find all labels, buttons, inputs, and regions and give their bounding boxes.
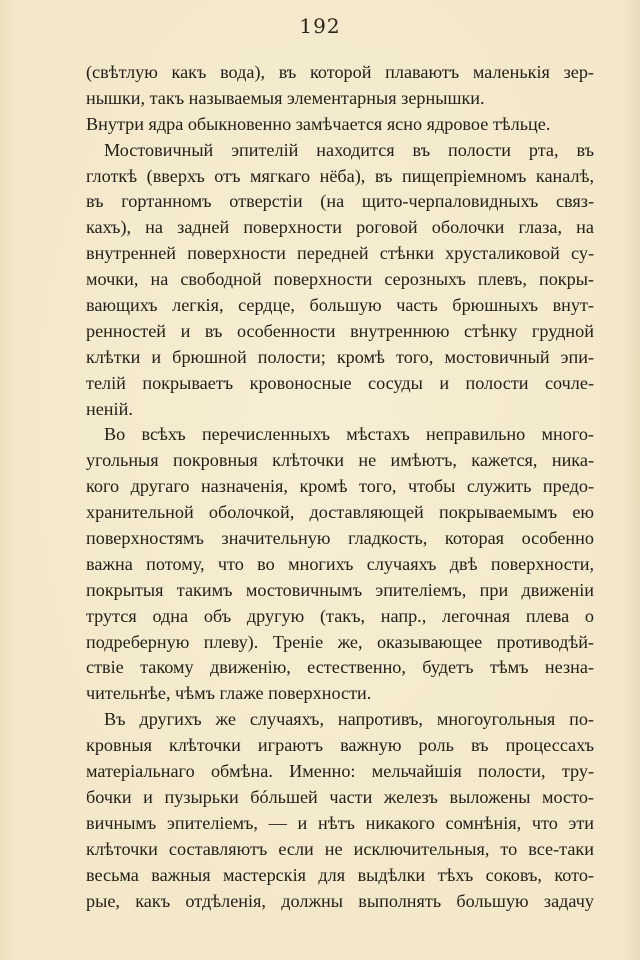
- text-line: глоткѣ (вверхъ отъ мягкаго нёба), въ пищепріемномъ каналѣ,: [86, 165, 594, 186]
- text-line: телій покрываетъ кровоносные сосуды и полости сочле-: [86, 372, 594, 393]
- text-line: хранительной оболочкой, доставляющей покрываемымъ ею: [86, 502, 594, 523]
- text-line: трутся одна объ другую (такъ, напр., легочная плева о: [86, 605, 594, 626]
- text-line: кахъ), на задней поверхности роговой оболочки глаза, на: [86, 217, 594, 238]
- text-line: чительнѣе, чѣмъ глаже поверхности.: [86, 683, 372, 704]
- text-line: важна потому, что во многихъ случаяхъ двѣ поверхности,: [86, 553, 594, 574]
- text-line: вающихъ легкія, сердце, большую часть брюшныхъ внут-: [86, 295, 594, 316]
- text-line: нышки, такъ называемыя элементарныя зернышки.: [86, 87, 485, 108]
- text-line: ствіе такому движенію, естественно, будетъ тѣмъ незна-: [86, 657, 594, 678]
- body-text: [86, 60, 594, 914]
- text-line: бочки и пузырьки бóльшей части железъ выложены мосто-: [86, 786, 594, 807]
- page-number: 192: [299, 14, 341, 38]
- text-line: клѣточки составляютъ если не исключительныя, то все-таки: [86, 838, 594, 859]
- text-line: въ гортанномъ отверстіи (на щито-черпаловидныхъ связ-: [86, 191, 594, 212]
- text-line: (свѣтлую какъ вода), въ которой плаваютъ маленькія зер-: [86, 62, 594, 82]
- text-line: мочки, на свободной поверхности серозныхъ плевъ, покры-: [86, 269, 594, 290]
- text-line: вичнымъ эпителіемъ, — и нѣтъ никакого сомнѣнія, что эти: [86, 812, 594, 833]
- text-line: покрытыя такимъ мостовичнымъ эпителіемъ, при движеніи: [86, 579, 594, 600]
- text-line: подреберную плеву). Треніе же, оказывающее противодѣй-: [86, 631, 594, 652]
- text-line: кого другаго назначенія, кромѣ того, чтобы служить предо-: [86, 476, 594, 497]
- text-line: неній.: [86, 398, 133, 419]
- text-line: ренностей и въ особенности внутреннюю стѣнку грудной: [86, 320, 594, 341]
- text-line: рые, какъ отдѣленія, должны выполнять большую задачу: [86, 890, 594, 911]
- paragraph-first-line: Въ другихъ же случаяхъ, напротивъ, многоугольныя по-: [104, 709, 594, 730]
- text-line: матеріальнаго обмѣна. Именно: мельчайшія полости, тру-: [86, 761, 594, 782]
- paragraph-first-line: Во всѣхъ перечисленныхъ мѣстахъ неправильно много-: [104, 424, 594, 445]
- text-line: кровныя клѣточки играютъ важную роль въ процессахъ: [86, 735, 594, 756]
- text-line: Внутри ядра обыкновенно замѣчается ясно ядровое тѣльце.: [86, 113, 551, 134]
- text-line: угольныя покровныя клѣточки не имѣютъ, кажется, ника-: [86, 450, 594, 471]
- paragraph-first-line: Мостовичный эпителій находится въ полости рта, въ: [104, 139, 594, 160]
- text-line: поверхностямъ значительную гладкость, которая особенно: [86, 528, 594, 549]
- text-line: клѣтки и брюшной полости; кромѣ того, мостовичный эпи-: [86, 346, 594, 367]
- text-line: весьма важныя мастерскія для выдѣлки тѣхъ соковъ, кото-: [86, 864, 594, 885]
- text-line: внутренней поверхности передней стѣнки хрусталиковой су-: [86, 243, 594, 264]
